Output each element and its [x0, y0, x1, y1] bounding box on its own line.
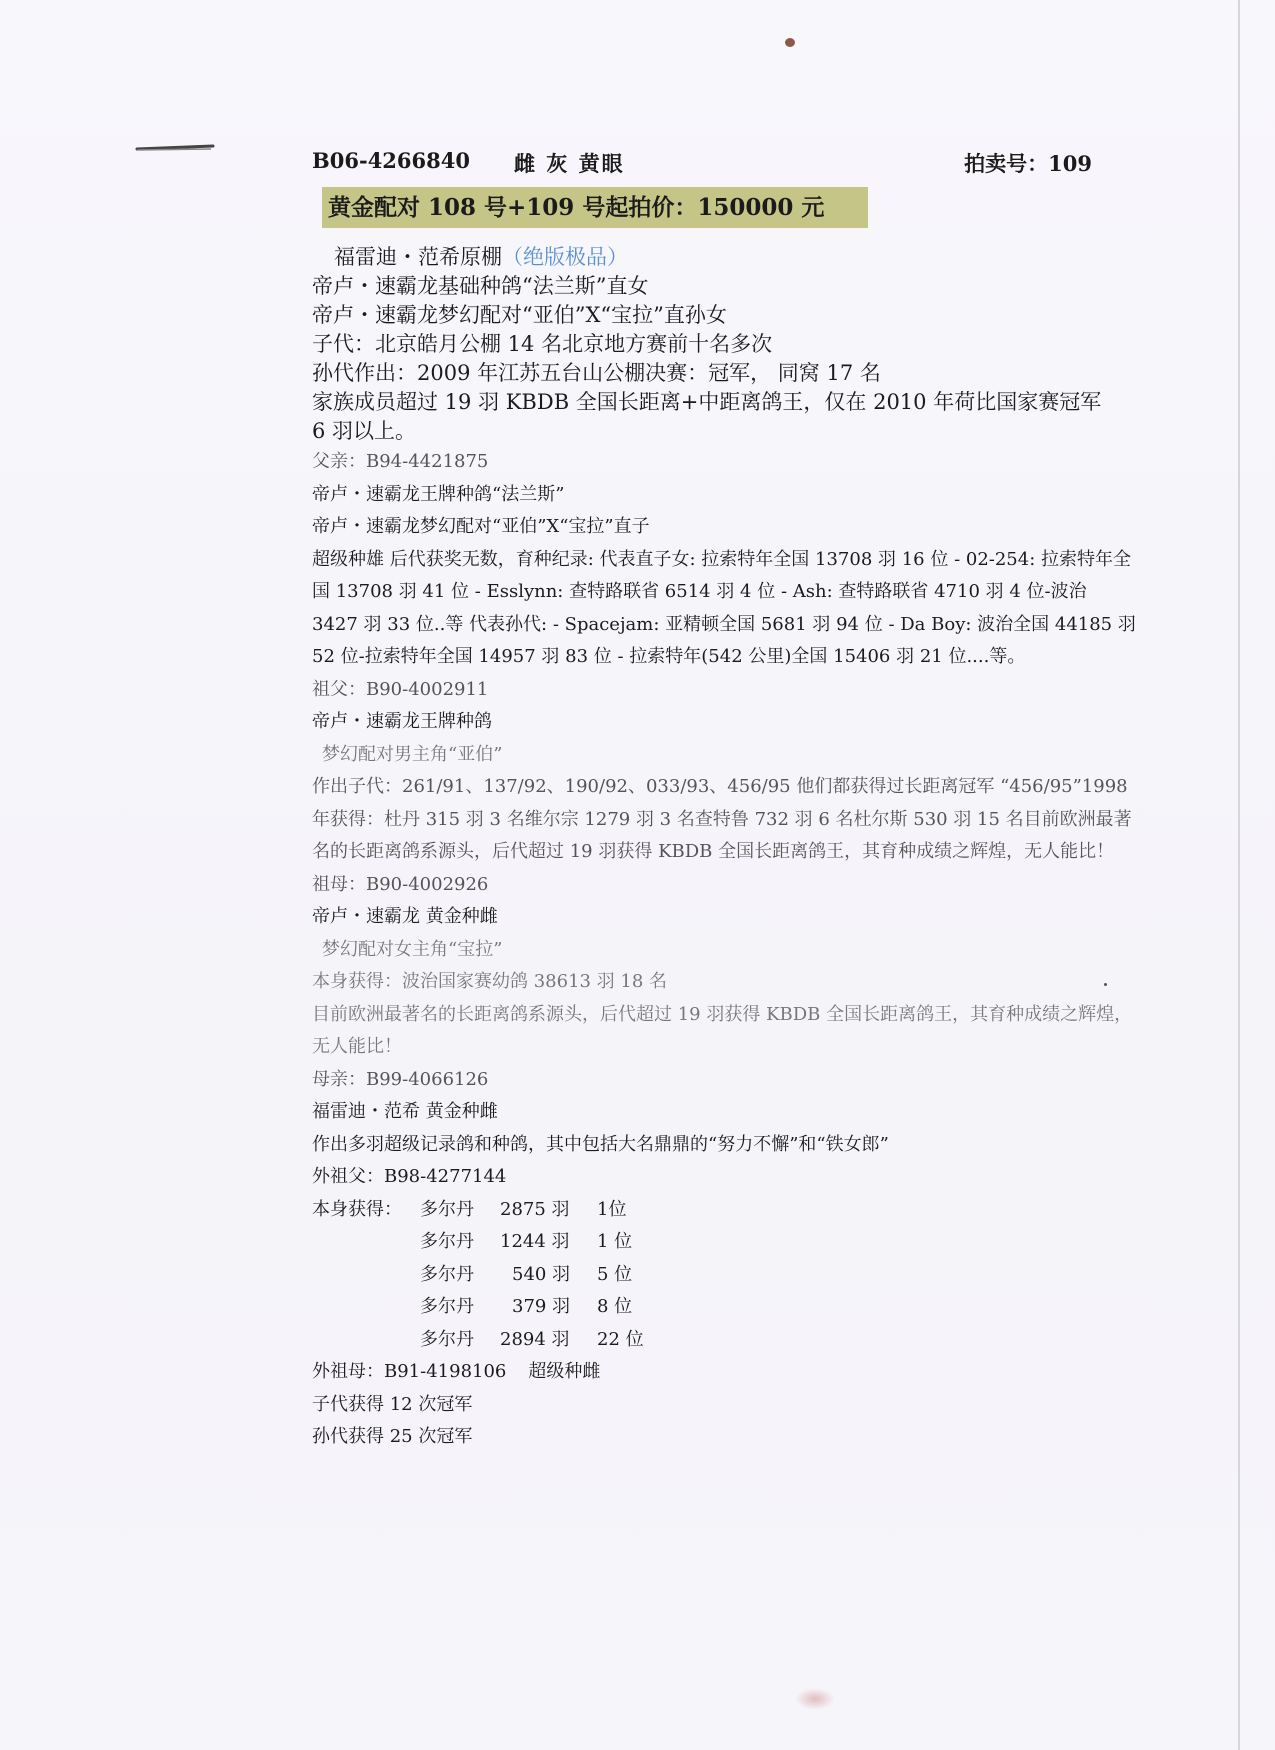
father-label: 父亲：B94-4421875	[312, 451, 489, 472]
grandfather-record: 作出子代：261/91、137/92、190/92、033/93、456/95 他们都获得过长距离冠军 “456/95”1998 年获得：杜丹 315 羽 3 名维尔宗 1279 羽 3 名查特鲁 732 羽 6 名杜尔斯 530 羽 15 名目前欧洲最著名的长距离鸽系源头，后代超过 19 羽获得 KBDB 全国长距离鸽王，其育种成绩之辉煌，无人能比！	[312, 776, 1132, 862]
race-place: 8 位	[597, 1296, 633, 1317]
intro-line: 帝卢・速霸龙基础种鸽“法兰斯”直女	[312, 274, 649, 298]
loft-title-line	[312, 243, 1132, 272]
grandmother-line: 帝卢・速霸龙 黄金种雌	[312, 906, 498, 927]
race-name: 多尔丹	[420, 1198, 474, 1220]
race-name: 多尔丹	[420, 1231, 474, 1252]
maternal-grandmother-record: 孙代获得 25 次冠军	[312, 1426, 473, 1447]
pedigree-body	[312, 243, 1136, 1454]
race-birds: 2894 羽	[500, 1328, 570, 1350]
grandfather-line: 帝卢・速霸龙王牌种鸽	[312, 711, 492, 732]
race-birds: 540 羽	[512, 1263, 571, 1285]
father-line: 帝卢・速霸龙王牌种鸽“法兰斯”	[312, 483, 565, 505]
race-result-row	[312, 1226, 1132, 1259]
page-edge-shadow	[1238, 0, 1240, 1750]
maternal-grandmother-record: 子代获得 12 次冠军	[312, 1393, 473, 1415]
maternal-grandfather-label: 外祖父：B98-4277144	[312, 1166, 507, 1187]
grandmother-line: 梦幻配对女主角“宝拉”	[322, 938, 503, 960]
race-birds: 379 羽	[512, 1296, 571, 1317]
lot-header	[312, 148, 1092, 178]
grandfather-line: 梦幻配对男主角“亚伯”	[322, 743, 503, 765]
intro-line: 6 羽以上。	[312, 419, 417, 443]
race-place: 5 位	[597, 1263, 633, 1285]
smudge-mark	[795, 1688, 835, 1710]
intro-line: 帝卢・速霸龙梦幻配对“亚伯”X“宝拉”直孙女	[312, 303, 727, 327]
maternal-grandmother-label: 外祖母：B91-4198106	[312, 1361, 507, 1382]
race-name: 多尔丹	[420, 1263, 474, 1285]
race-place: 1 位	[597, 1231, 633, 1252]
staple-mark-icon	[135, 143, 217, 153]
race-place: 1位	[597, 1198, 627, 1220]
ink-speck	[785, 38, 795, 47]
race-result-row	[312, 1259, 1132, 1292]
loft-title-note: （绝版极品）	[502, 245, 628, 269]
race-result-row	[312, 1324, 1132, 1357]
maternal-grandmother-line	[312, 1356, 1132, 1389]
maternal-grandmother-note: 超级种雌	[528, 1361, 601, 1382]
race-birds: 2875 羽	[500, 1198, 570, 1220]
race-name: 多尔丹	[420, 1296, 474, 1317]
results-label: 本身获得：	[312, 1198, 402, 1220]
intro-line: 子代：北京皓月公棚 14 名北京地方赛前十名多次	[312, 332, 773, 356]
race-place: 22 位	[597, 1328, 644, 1350]
loft-title: 福雷迪・范希原棚	[334, 245, 502, 269]
grandmother-line: 本身获得：波治国家赛幼鸽 38613 羽 18 名	[312, 971, 668, 992]
bird-description: 雌 灰 黄眼	[514, 151, 625, 176]
grandmother-record: 目前欧洲最著名的长距离鸽系源头，后代超过 19 羽获得 KBDB 全国长距离鸽王，其育种成绩之辉煌，无人能比！	[312, 1003, 1133, 1057]
race-name: 多尔丹	[420, 1328, 474, 1350]
lot-number: 拍卖号：109	[964, 151, 1092, 176]
race-result-row	[312, 1291, 1132, 1324]
grandfather-label: 祖父：B90-4002911	[312, 678, 489, 700]
father-line: 帝卢・速霸龙梦幻配对“亚伯”X“宝拉”直子	[312, 516, 650, 537]
mother-label: 母亲：B99-4066126	[312, 1068, 489, 1090]
intro-line: 家族成员超过 19 羽 KBDB 全国长距离+中距离鸽王，仅在 2010 年荷比国家赛冠军	[312, 390, 1102, 414]
race-result-row	[312, 1194, 1132, 1227]
intro-line: 孙代作出：2009 年江苏五台山公棚决赛：冠军， 同窝 17 名	[312, 361, 881, 385]
grandmother-label: 祖母：B90-4002926	[312, 873, 489, 895]
mother-line: 福雷迪・范希 黄金种雌	[312, 1101, 498, 1122]
father-record: 超级种雄 后代获奖无数，育种纪录: 代表直子女: 拉索特年全国 13708 羽 16 位 - 02-254: 拉索特年全国 13708 羽 41 位 - Esslynn: 查特路联省 6514 羽 4 位 - Ash: 查特路联省 4710 羽 4 位-波治 3427 羽 33 位..等 代表孙代: - Spacejam: 亚精顿全国 5681 羽 94 位 - Da Boy: 波治全国 44185 羽 52 位-拉索特年全国 14957 羽 83 位 - 拉索特年(542 公里)全国 15406 羽 21 位....等。	[312, 548, 1136, 667]
race-birds: 1244 羽	[500, 1231, 570, 1252]
mother-line: 作出多羽超级记录鸽和种鸽，其中包括大名鼎鼎的“努力不懈”和“铁女郎”	[312, 1133, 889, 1155]
starting-price-banner: 黄金配对 108 号+109 号起拍价：150000 元	[322, 187, 868, 228]
ring-number: B06-4266840	[312, 148, 470, 173]
